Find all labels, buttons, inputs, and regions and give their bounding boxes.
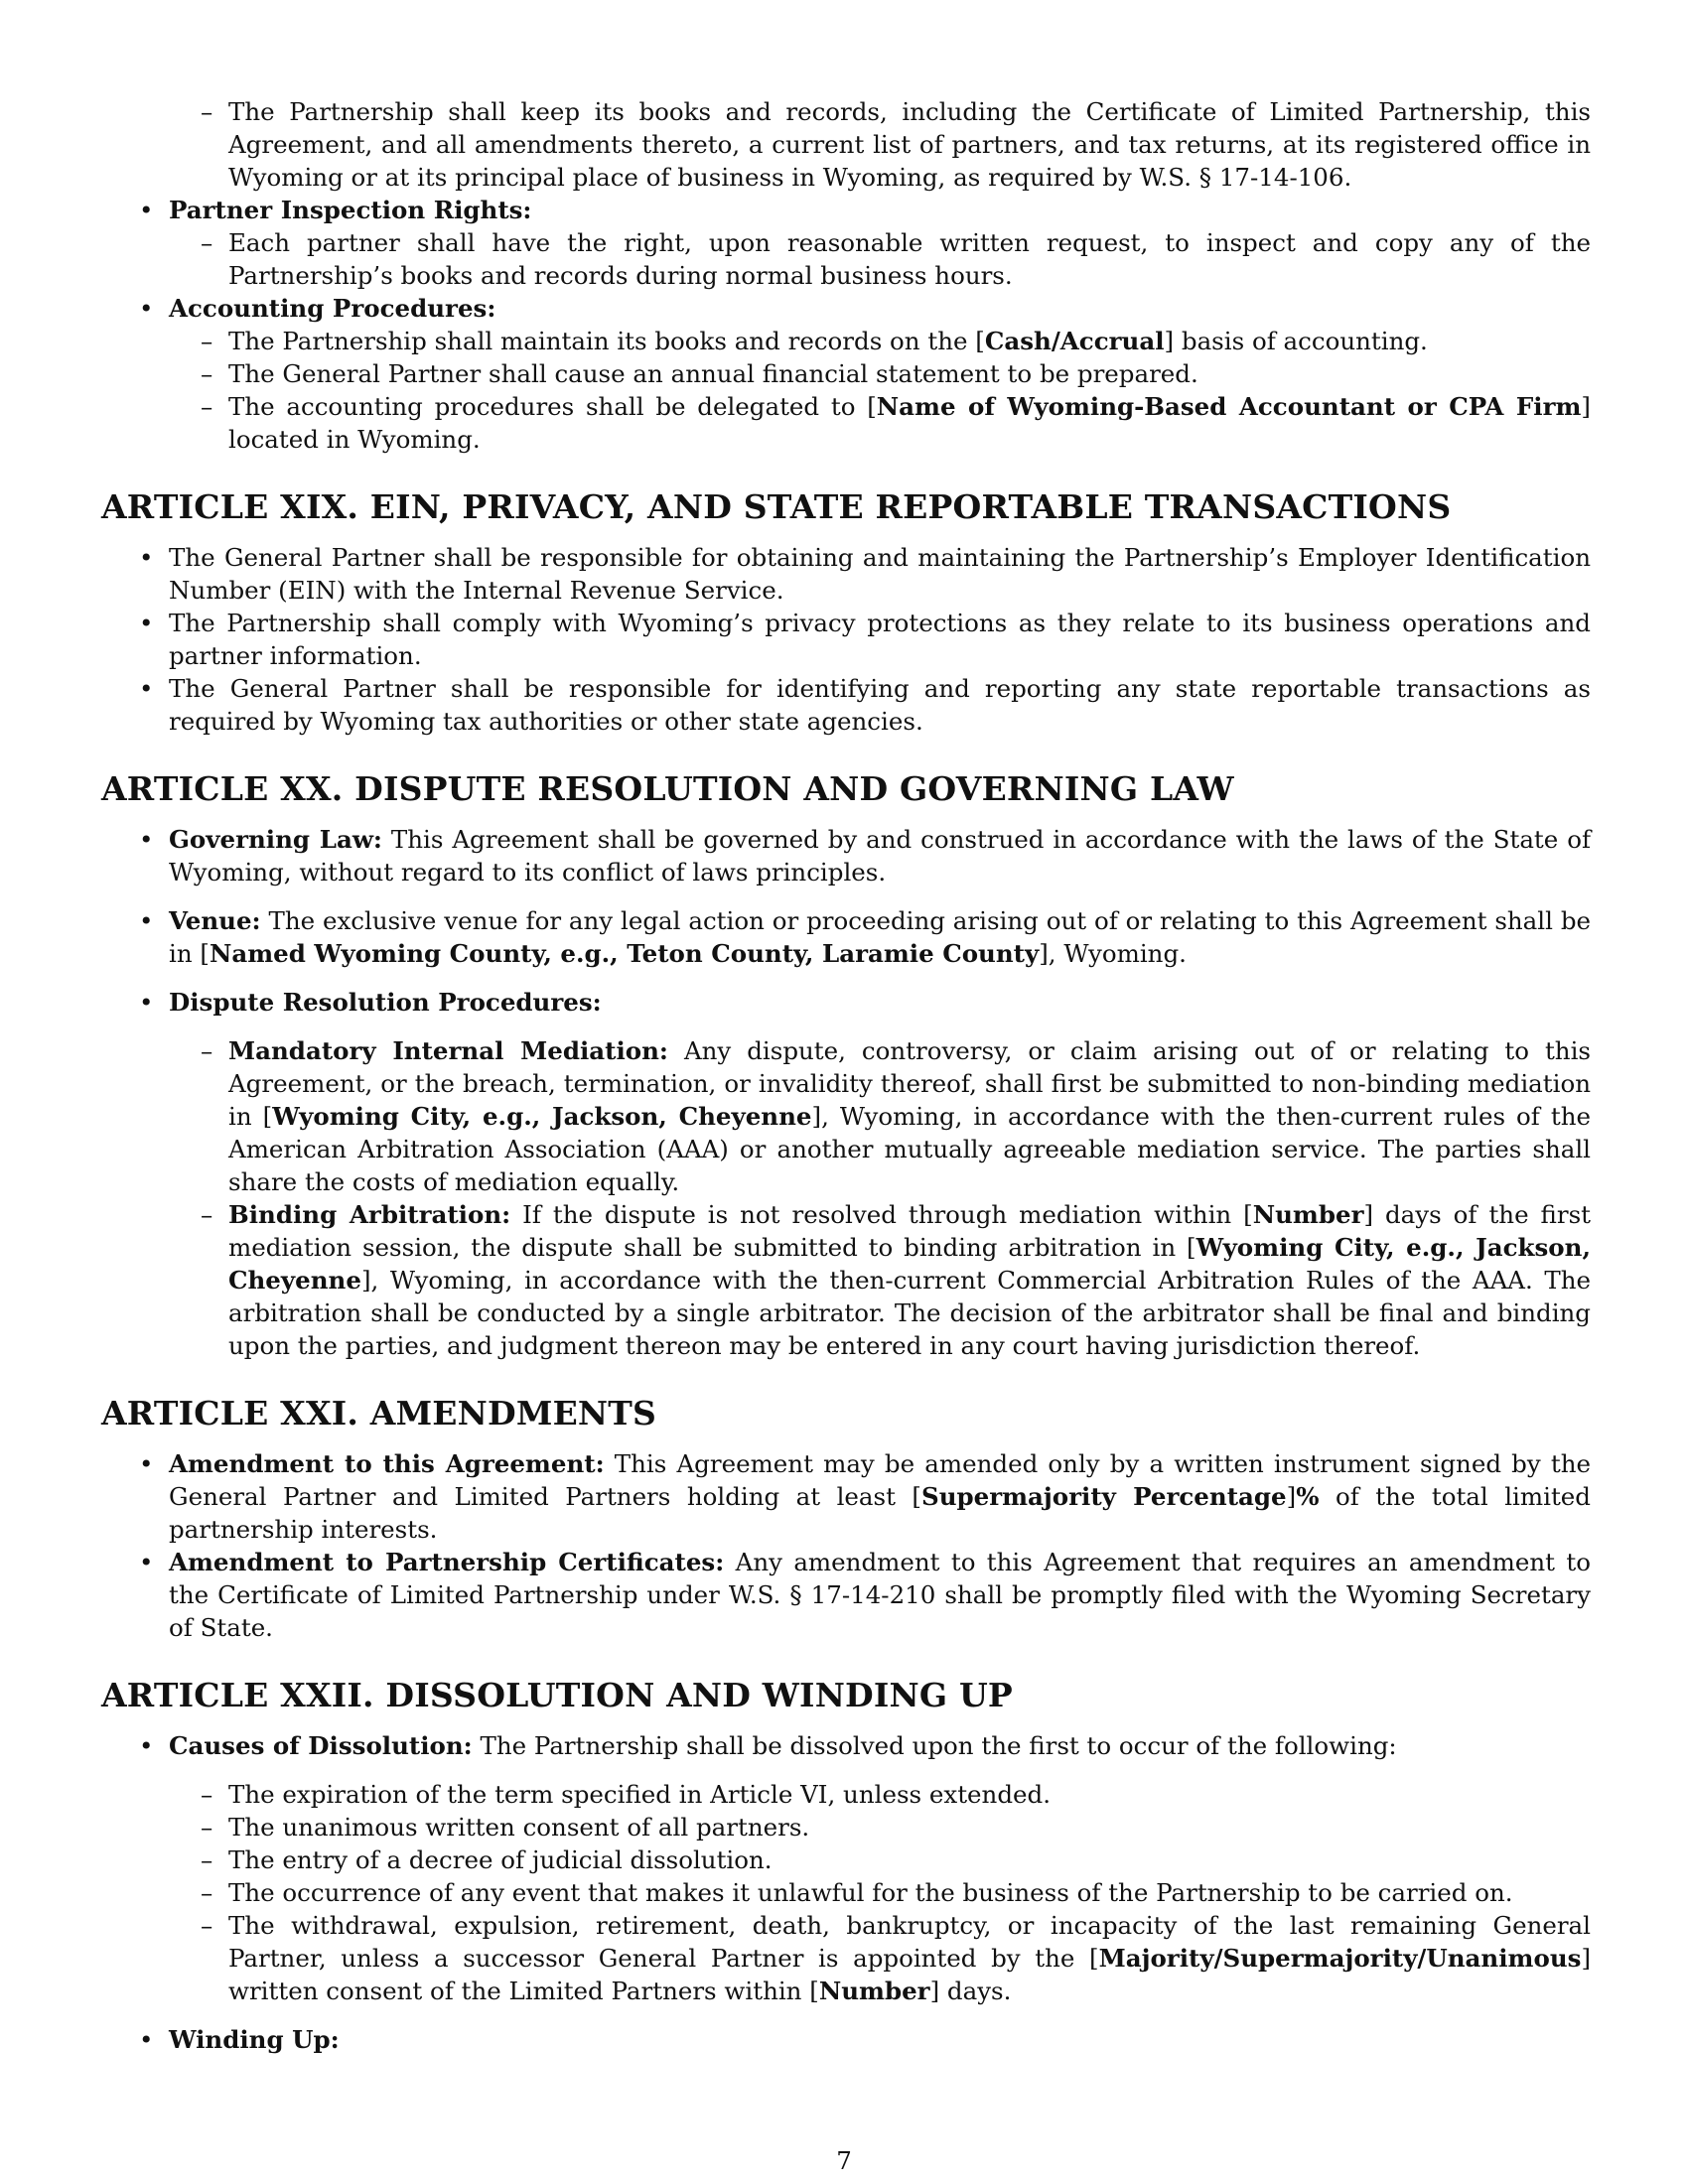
list-item: – The entry of a decree of judicial dissolution. — [169, 1843, 1591, 1876]
accounting-label: Accounting Procedures: — [169, 294, 496, 323]
list-item: – The withdrawal, expulsion, retirement, death, bankruptcy, or incapacity of the last remaining General Partner, unless a successor General Partner is appointed by the [Majority/Supermajority/Unanimous] written consent of the Limited Partners within [Number] days. — [169, 1909, 1591, 2007]
list-item: – The occurrence of any event that makes it unlawful for the business of the Partnership to be carried on. — [169, 1876, 1591, 1909]
article-21-heading: ARTICLE XXI. AMENDMENTS — [101, 1394, 657, 1433]
page-number: 7 — [836, 2146, 852, 2175]
list-item: – Each partner shall have the right, upon reasonable written request, to inspect and copy any of the Partnership’s books and records during normal business hours. — [169, 226, 1591, 292]
list-item: – The General Partner shall cause an annual financial statement to be prepared. — [169, 357, 1591, 390]
section-list — [101, 194, 1591, 456]
dispute-list — [169, 1034, 1591, 1362]
inspection-list — [169, 226, 1591, 292]
list-item — [101, 292, 1591, 456]
list-item: – The unanimous written consent of all partners. — [169, 1811, 1591, 1843]
list-item: • Amendment to this Agreement: This Agreement may be amended only by a written instrument signed by the General Partner and Limited Partners holding at least [Supermajority Percentage]% of the total limited partnership interests. — [101, 1447, 1591, 1546]
article-20-list — [101, 823, 1591, 1362]
causes-list — [169, 1778, 1591, 2007]
accounting-list — [169, 325, 1591, 456]
list-item: • The Partnership shall comply with Wyoming’s privacy protections as they relate to its business operations and partner information. — [101, 607, 1591, 672]
list-item: – Mandatory Internal Mediation: Any dispute, controversy, or claim arising out of or relating to this Agreement, or the breach, termination, or invalidity thereof, shall first be submitted to non-binding mediation in [Wyoming City, e.g., Jackson, Cheyenne], Wyoming, in accordance with the then-current rules of the American Arbitration Association (AAA) or another mutually agreeable mediation service. The parties shall share the costs of mediation equally. — [169, 1034, 1591, 1198]
list-item: • The General Partner shall be responsible for identifying and reporting any state reportable transactions as required by Wyoming tax authorities or other state agencies. — [101, 672, 1591, 738]
article-20-heading: ARTICLE XX. DISPUTE RESOLUTION AND GOVERNING LAW — [101, 769, 1234, 808]
list-item: – Binding Arbitration: If the dispute is not resolved through mediation within [Number] days of the first mediation session, the dispute shall be submitted to binding arbitration in [Wyoming City, e.g., Jackson, Cheyenne], Wyoming, in accordance with the then-current Commercial Arbitration Rules of the AAA. The arbitration shall be conducted by a single arbitrator. The decision of the arbitrator shall be final and binding upon the parties, and judgment thereon may be entered in any court having jurisdiction thereof. — [169, 1198, 1591, 1362]
list-item: – The accounting procedures shall be delegated to [Name of Wyoming-Based Accountant or CPA Firm] located in Wyoming. — [169, 390, 1591, 456]
list-item: • Amendment to Partnership Certificates: Any amendment to this Agreement that requires an amendment to the Certificate of Limited Partnership under W.S. § 17-14-210 shall be promptly filed with the Wyoming Secretary of State. — [101, 1546, 1591, 1644]
article-19-list — [101, 541, 1591, 738]
list-item: • Governing Law: This Agreement shall be governed by and construed in accordance with the laws of the State of Wyoming, without regard to its conflict of laws principles. — [101, 823, 1591, 888]
list-item: – The Partnership shall keep its books and records, including the Certificate of Limited Partnership, this Agreement, and all amendments thereto, a current list of partners, and tax returns, at its registered office in Wyoming or at its principal place of business in Wyoming, as required by W.S. § 17-14-106. — [169, 95, 1591, 194]
list-item: • Dispute Resolution Procedures: – Mandatory Internal Mediation: Any dispute, controversy, or claim arising out of or relating to this Agreement, or the breach, termination, or invalidity thereof, shall first be submitted to non-binding mediation in [Wyoming City, e.g., Jackson, Cheyenne], Wyoming, in accordance with the then-current rules of the American Arbitration Association (AAA) or another mutually agreeable mediation service. The parties shall share the costs of mediation equally. – Binding Arbitration: If the dispute is not resolved through mediation within [Number] days of the first mediation session, the dispute shall be submitted to binding arbitration in [Wyoming City, e.g., Jackson, Cheyenne], Wyoming, in accordance with the then-current Commercial Arbitration Rules of the AAA. The arbitration shall be conducted by a single arbitrator. The decision of the arbitrator shall be final and binding upon the parties, and judgment thereon may be entered in any court having jurisdiction thereof. — [101, 986, 1591, 1362]
list-item: • The General Partner shall be responsible for obtaining and maintaining the Partnership’s Employer Identification Number (EIN) with the Internal Revenue Service. — [101, 541, 1591, 607]
records-list — [169, 95, 1591, 194]
list-item: • Venue: The exclusive venue for any legal action or proceeding arising out of or relating to this Agreement shall be in [Named Wyoming County, e.g., Teton County, Laramie County], Wyoming. — [101, 904, 1591, 970]
list-item: • Winding Up: — [101, 2023, 1591, 2056]
document-page — [101, 95, 1591, 2056]
article-22-list — [101, 1729, 1591, 2056]
article-19-heading: ARTICLE XIX. EIN, PRIVACY, AND STATE REPORTABLE TRANSACTIONS — [101, 487, 1452, 526]
inspection-label: Partner Inspection Rights: — [169, 196, 532, 224]
list-item: – The Partnership shall maintain its books and records on the [Cash/Accrual] basis of accounting. — [169, 325, 1591, 357]
list-item: – The expiration of the term specified in Article VI, unless extended. — [169, 1778, 1591, 1811]
list-item — [101, 194, 1591, 292]
article-22-heading: ARTICLE XXII. DISSOLUTION AND WINDING UP — [101, 1676, 1013, 1714]
article-21-list — [101, 1447, 1591, 1644]
list-item: • Causes of Dissolution: The Partnership shall be dissolved upon the first to occur of the following: – The expiration of the term specified in Article VI, unless extended. – The unanimous written consent of all partners. – The entry of a decree of judicial dissolution. – The occurrence of any event that makes it unlawful for the business of the Partnership to be carried on. – The withdrawal, expulsion, retirement, death, bankruptcy, or incapacity of the last remaining General Partner, unless a successor General Partner is appointed by the [Majority/Supermajority/Unanimous] written consent of the Limited Partners within [Number] days. — [101, 1729, 1591, 2007]
